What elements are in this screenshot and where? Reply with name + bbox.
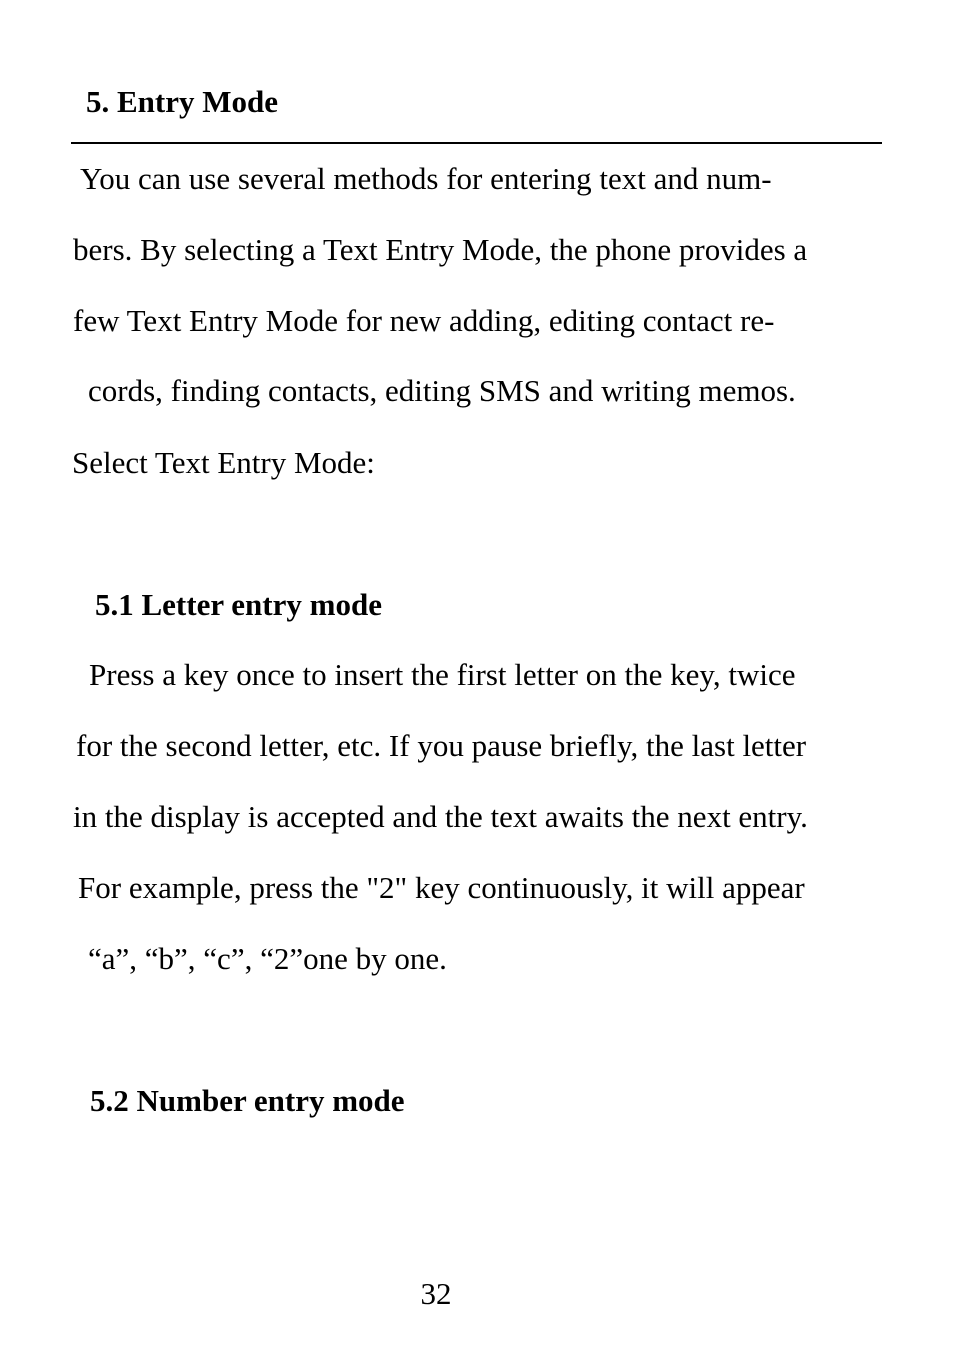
intro-line: few Text Entry Mode for new adding, editing contact re- bbox=[73, 303, 775, 338]
paragraph-line: “a”, “b”, “c”, “2”one by one. bbox=[88, 941, 447, 976]
intro-line: cords, finding contacts, editing SMS and writing memos. bbox=[88, 373, 796, 408]
paragraph-line: in the display is accepted and the text awaits the next entry. bbox=[73, 799, 808, 834]
title-divider bbox=[71, 142, 882, 144]
section-title: 5. Entry Mode bbox=[86, 84, 279, 119]
paragraph-line: for the second letter, etc. If you pause briefly, the last letter bbox=[76, 728, 807, 763]
paragraph-line: Press a key once to insert the first letter on the key, twice bbox=[89, 657, 796, 692]
intro-line: Select Text Entry Mode: bbox=[72, 445, 375, 480]
paragraph-line: For example, press the "2" key continuously, it will appear bbox=[78, 870, 805, 905]
subsection-title-number-entry: 5.2 Number entry mode bbox=[90, 1083, 405, 1118]
intro-line: You can use several methods for entering text and num- bbox=[80, 161, 772, 196]
intro-line: bers. By selecting a Text Entry Mode, the phone provides a bbox=[73, 232, 808, 267]
subsection-title-letter-entry: 5.1 Letter entry mode bbox=[95, 587, 382, 622]
page-number: 32 bbox=[420, 1276, 452, 1311]
